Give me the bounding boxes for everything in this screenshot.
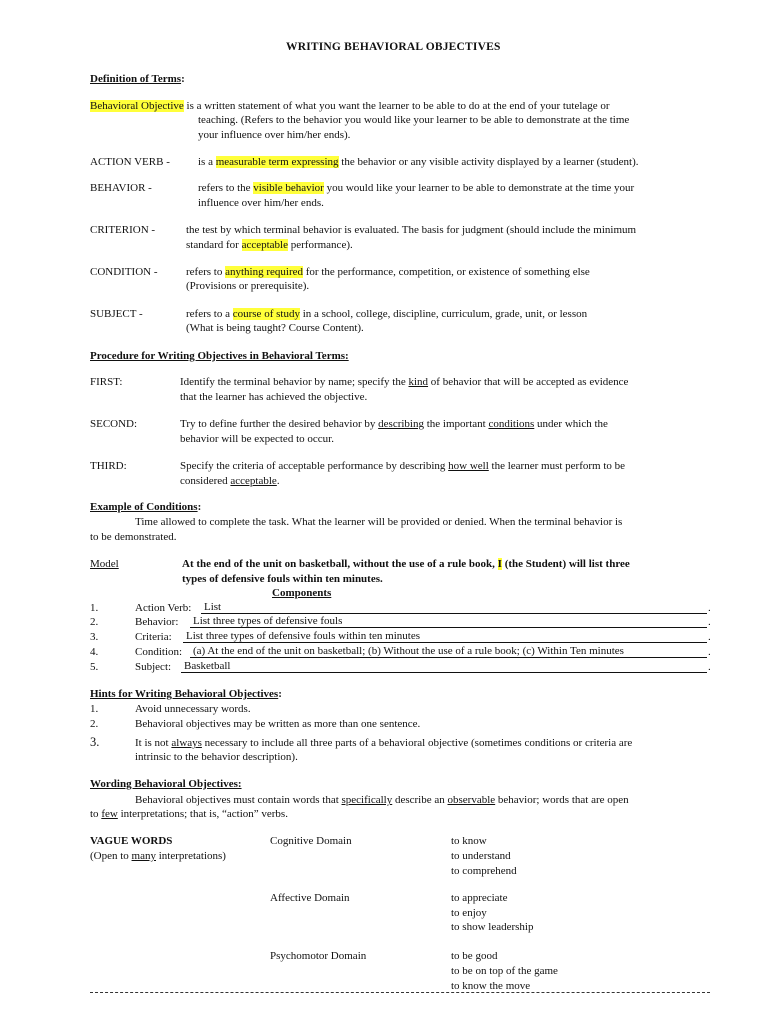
highlight-term: Behavioral Objective	[90, 100, 184, 112]
conditions-text: Time allowed to complete the task. What the learner will be provided or denied. When the terminal behavior is	[135, 516, 623, 528]
domain-name: Affective Domain	[270, 892, 350, 904]
component-value: (a) At the end of the unit on basketball; (b) Without the use of a rule book; (c) Within Ten minutes	[190, 644, 707, 658]
components-label: Components	[272, 587, 332, 599]
term-condition: CONDITION -	[90, 266, 158, 278]
hint-number: 1.	[90, 703, 99, 715]
step-line: behavior will be expected to occur.	[180, 433, 334, 445]
dashed-separator	[90, 992, 710, 993]
definition-line: your influence over him/her ends).	[198, 129, 351, 141]
hint-number: 3.	[90, 735, 100, 749]
component-value: List	[201, 600, 707, 614]
step-first-label: FIRST:	[90, 376, 123, 388]
definition-line: (What is being taught? Course Content).	[186, 322, 364, 334]
model-statement-line: types of defensive fouls within ten minutes.	[182, 573, 383, 585]
domain-name: Cognitive Domain	[270, 835, 352, 847]
hint-number: 2.	[90, 718, 99, 730]
hint-text-line: intrinsic to the behavior description).	[135, 751, 298, 763]
term-action-verb: ACTION VERB -	[90, 156, 170, 168]
term-criterion: CRITERION -	[90, 224, 156, 236]
hints-heading: Hints for Writing Behavioral Objectives:	[90, 688, 282, 700]
highlight-phrase: course of study	[232, 308, 300, 320]
component-label: Subject:	[135, 661, 172, 673]
vague-word: to be good	[451, 950, 498, 962]
component-number: 3.	[90, 631, 99, 643]
component-value: Basketball	[181, 659, 707, 673]
vague-word: to comprehend	[451, 865, 517, 877]
term-behavior: BEHAVIOR -	[90, 182, 152, 194]
highlight-phrase: measurable term expressing	[215, 156, 339, 168]
component-end: .	[708, 602, 711, 614]
hint-text: Avoid unnecessary words.	[135, 703, 251, 715]
highlight-phrase: anything required	[225, 266, 303, 278]
step-third-label: THIRD:	[90, 460, 127, 472]
page-title: WRITING BEHAVIORAL OBJECTIVES	[286, 41, 501, 53]
component-label: Behavior:	[135, 616, 179, 628]
vague-words-subheading: (Open to many interpretations)	[90, 850, 226, 862]
wording-text: Behavioral objectives must contain words that specifically describe an observable behavior; words that are open	[135, 794, 629, 806]
vague-word: to understand	[451, 850, 511, 862]
definition-condition: refers to anything required for the performance, competition, or existence of something else	[186, 266, 590, 278]
component-number: 1.	[90, 602, 99, 614]
definition-line: standard for acceptable performance).	[186, 239, 353, 251]
term-subject: SUBJECT -	[90, 308, 143, 320]
model-label: Model	[90, 558, 119, 570]
definitions-heading: Definition of Terms:	[90, 73, 185, 85]
highlight-phrase: visible behavior	[253, 182, 324, 194]
component-label: Criteria:	[135, 631, 172, 643]
component-value: List three types of defensive fouls	[190, 614, 707, 628]
vague-word: to know	[451, 835, 487, 847]
vague-word: to know the move	[451, 980, 531, 992]
step-line: that the learner has achieved the objective.	[180, 391, 368, 403]
definition-action-verb: is a measurable term expressing the behavior or any visible activity displayed by a learner (student).	[198, 156, 639, 168]
component-value: List three types of defensive fouls within ten minutes	[183, 629, 707, 643]
component-end: .	[708, 631, 711, 643]
component-number: 2.	[90, 616, 99, 628]
wording-heading: Wording Behavioral Objectives:	[90, 778, 242, 790]
definition-subject: refers to a course of study in a school, college, discipline, curriculum, grade, unit, or lesson	[186, 308, 588, 320]
step-third-text: Specify the criteria of acceptable performance by describing how well the learner must perform to be	[180, 460, 626, 472]
vague-word: to show leadership	[451, 921, 534, 933]
step-second-label: SECOND:	[90, 418, 138, 430]
conditions-text-line: to be demonstrated.	[90, 531, 177, 543]
definition-behavioral-objective: Behavioral Objective is a written statement of what you want the learner to be able to do at the end of your tutelage or	[90, 100, 610, 112]
hint-text: It is not always necessary to include all three parts of a behavioral objective (sometimes conditions or criteria are	[135, 737, 633, 749]
domain-name: Psychomotor Domain	[270, 950, 367, 962]
component-number: 5.	[90, 661, 99, 673]
highlight-phrase: I	[497, 558, 502, 570]
step-first-text: Identify the terminal behavior by name; specify the kind of behavior that will be accepted as evidence	[180, 376, 629, 388]
component-end: .	[708, 616, 711, 628]
definition-criterion: the test by which terminal behavior is evaluated. The basis for judgment (should include the minimum	[186, 224, 637, 236]
definition-behavior: refers to the visible behavior you would like your learner to be able to demonstrate at the time your	[198, 182, 635, 194]
highlight-phrase: acceptable	[241, 239, 288, 251]
vague-word: to enjoy	[451, 907, 487, 919]
component-end: .	[708, 661, 711, 673]
wording-text-line: to few interpretations; that is, “action” verbs.	[90, 808, 288, 820]
step-second-text: Try to define further the desired behavior by describing the important conditions under which the	[180, 418, 608, 430]
vague-word: to be on top of the game	[451, 965, 558, 977]
component-number: 4.	[90, 646, 99, 658]
definition-line: teaching. (Refers to the behavior you would like your learner to be able to demonstrate at the time	[198, 114, 630, 126]
definition-line: influence over him/her ends.	[198, 197, 324, 209]
conditions-heading: Example of Conditions:	[90, 501, 202, 513]
model-statement: At the end of the unit on basketball, without the use of a rule book, I (the Student) will list three	[182, 558, 630, 570]
vague-words-heading: VAGUE WORDS	[90, 835, 173, 847]
component-label: Action Verb:	[135, 602, 192, 614]
procedure-heading: Procedure for Writing Objectives in Behavioral Terms:	[90, 350, 349, 362]
vague-word: to appreciate	[451, 892, 508, 904]
definition-line: (Provisions or prerequisite).	[186, 280, 310, 292]
component-end: .	[708, 646, 711, 658]
step-line: considered acceptable.	[180, 475, 280, 487]
component-label: Condition:	[135, 646, 183, 658]
hint-text: Behavioral objectives may be written as more than one sentence.	[135, 718, 421, 730]
